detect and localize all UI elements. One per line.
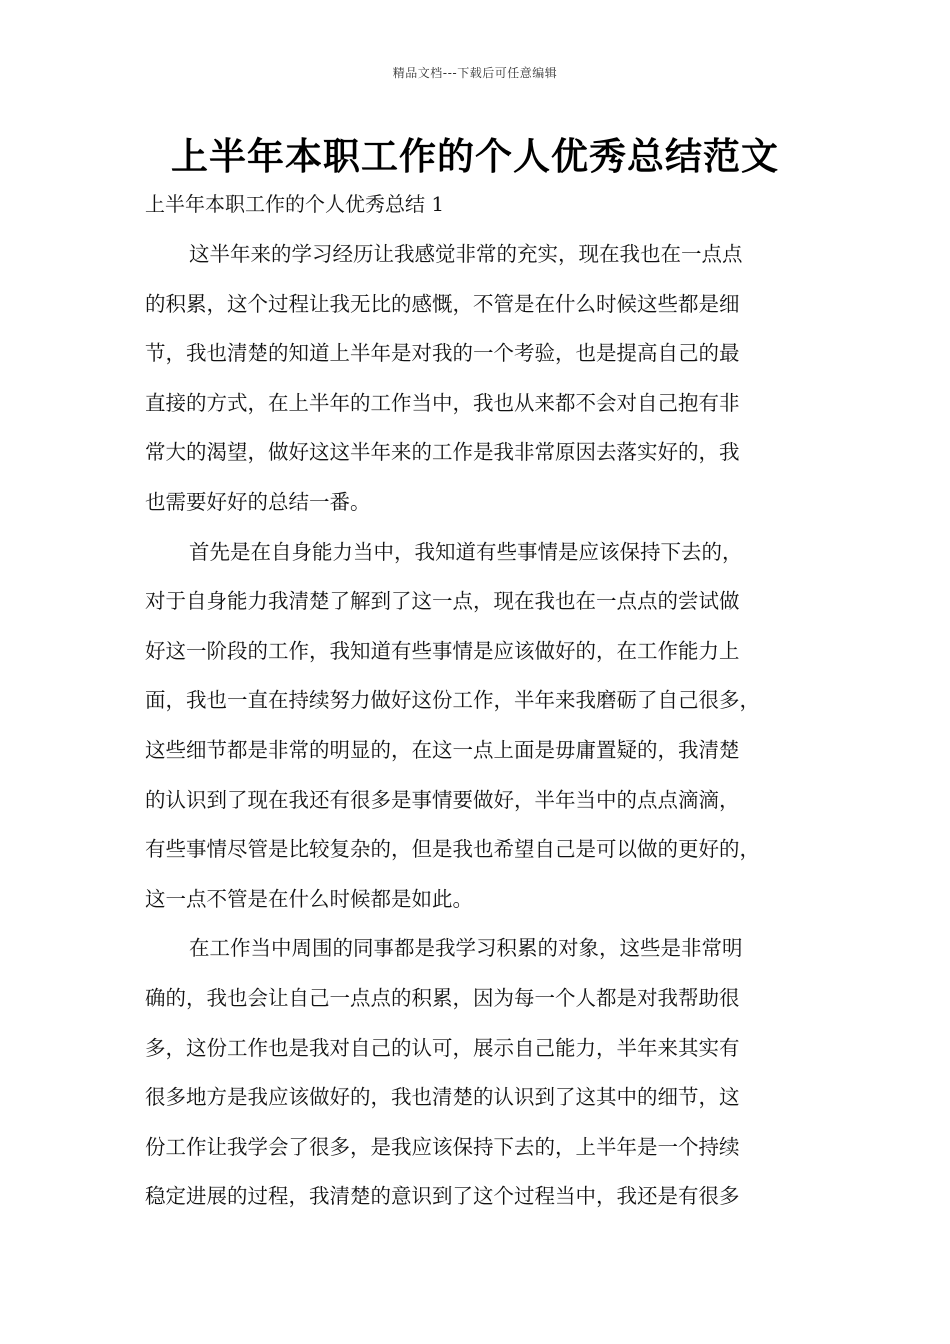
paragraph-line: 确的，我也会让自己一点点的积累，因为每一个人都是对我帮助很 — [145, 985, 740, 1010]
paragraph-line: 常大的渴望，做好这这半年来的工作是我非常原因去落实好的，我 — [145, 440, 740, 465]
header-note: 精品文档---下载后可任意编辑 — [392, 66, 558, 80]
section-subtitle: 上半年本职工作的个人优秀总结 1 — [145, 192, 445, 216]
body-text — [145, 230, 817, 1222]
document-title: 上半年本职工作的个人优秀总结范文 — [171, 135, 779, 178]
paragraph-line: 的认识到了现在我还有很多是事情要做好，半年当中的点点滴滴， — [145, 787, 740, 812]
paragraph-line: 直接的方式，在上半年的工作当中，我也从来都不会对自己抱有非 — [145, 390, 740, 415]
paragraph-line: 这些细节都是非常的明显的，在这一点上面是毋庸置疑的，我清楚 — [145, 737, 740, 762]
paragraph-line: 份工作让我学会了很多，是我应该保持下去的，上半年是一个持续 — [145, 1134, 740, 1159]
paragraph-line: 这一点不管是在什么时候都是如此。 — [145, 886, 473, 911]
paragraph-line: 面，我也一直在持续努力做好这份工作，半年来我磨砺了自己很多， — [145, 688, 760, 713]
paragraph-line: 在工作当中周围的同事都是我学习积累的对象，这些是非常明 — [189, 936, 743, 961]
paragraph-line: 首先是在自身能力当中，我知道有些事情是应该保持下去的， — [189, 539, 743, 564]
paragraph-line: 稳定进展的过程，我清楚的意识到了这个过程当中，我还是有很多 — [145, 1184, 740, 1209]
paragraph-line: 好这一阶段的工作，我知道有些事情是应该做好的，在工作能力上 — [145, 638, 740, 663]
paragraph-line: 很多地方是我应该做好的，我也清楚的认识到了这其中的细节，这 — [145, 1085, 740, 1110]
paragraph-line: 有些事情尽管是比较复杂的，但是我也希望自己是可以做的更好的， — [145, 837, 760, 862]
paragraph-line: 节，我也清楚的知道上半年是对我的一个考验，也是提高自己的最 — [145, 341, 740, 366]
paragraph-line: 的积累，这个过程让我无比的感慨，不管是在什么时候这些都是细 — [145, 291, 740, 316]
paragraph-line: 也需要好好的总结一番。 — [145, 489, 371, 514]
paragraph-line: 多，这份工作也是我对自己的认可，展示自己能力，半年来其实有 — [145, 1035, 740, 1060]
paragraph-line: 这半年来的学习经历让我感觉非常的充实，现在我也在一点点 — [189, 242, 743, 266]
paragraph-line: 对于自身能力我清楚了解到了这一点，现在我也在一点点的尝试做 — [145, 589, 740, 614]
